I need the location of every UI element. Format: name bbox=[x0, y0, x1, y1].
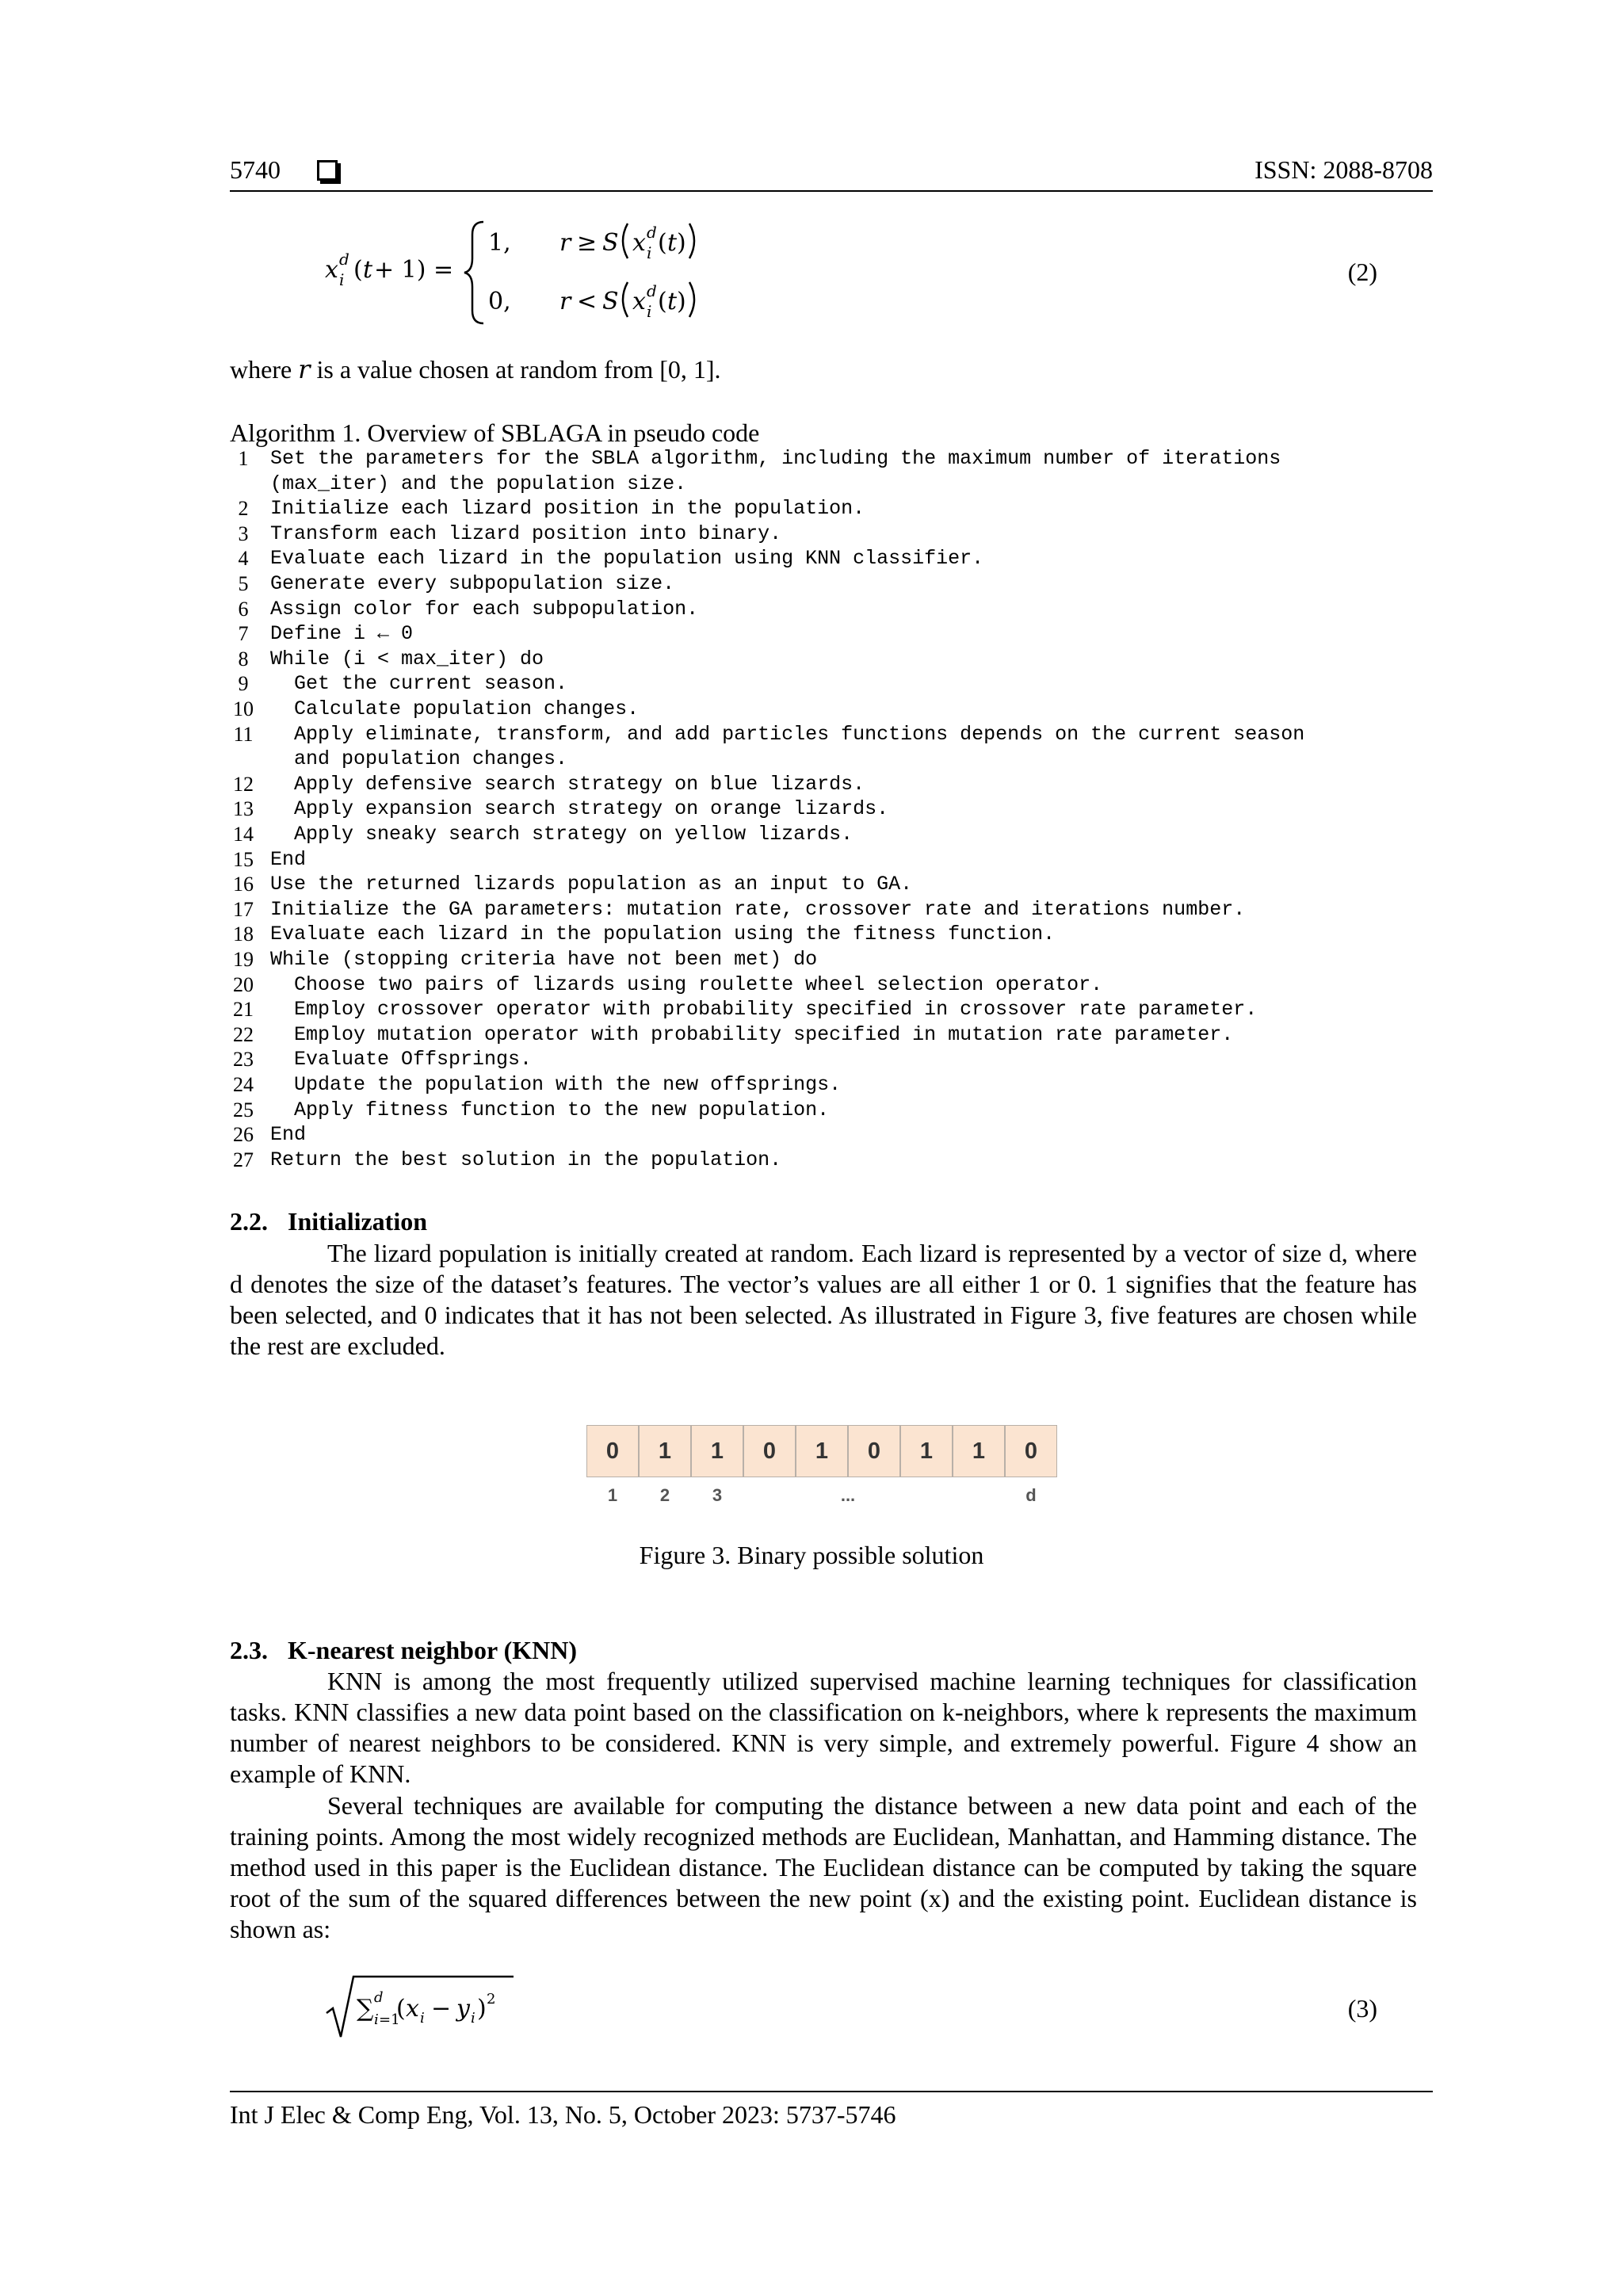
section-2-3-heading bbox=[230, 1636, 577, 1665]
algorithm-line-number: 9 bbox=[238, 672, 249, 696]
algorithm-line-text: Assign color for each subpopulation. bbox=[270, 597, 699, 621]
svg-text:(: ( bbox=[658, 229, 667, 257]
algorithm-line-text: Get the current season. bbox=[270, 672, 568, 696]
page-number: 5740 bbox=[230, 155, 281, 184]
section-2-3-title: K-nearest neighbor (KNN) bbox=[288, 1636, 578, 1664]
algorithm-line-number: 4 bbox=[238, 547, 249, 571]
algorithm-line-text: Define i ← 0 bbox=[270, 622, 414, 646]
where-suffix: is a value chosen at random from [0, 1]. bbox=[316, 355, 721, 384]
where-var: r bbox=[298, 354, 311, 384]
algorithm-line-text: Initialize the GA parameters: mutation rate, crossover rate and iterations number. bbox=[270, 897, 1246, 921]
where-prefix: where bbox=[230, 355, 292, 384]
algorithm-line-number: 6 bbox=[238, 597, 249, 621]
svg-text:i: i bbox=[339, 270, 345, 289]
algorithm-line-text: Use the returned lizards population as an input to GA. bbox=[270, 873, 913, 896]
algorithm-line-number: 23 bbox=[233, 1048, 254, 1072]
algorithm-line-number: 25 bbox=[233, 1098, 254, 1121]
algorithm-line-text: Return the best solution in the population. bbox=[270, 1148, 782, 1171]
box-bullet-icon bbox=[317, 160, 338, 181]
svg-text:−: − bbox=[431, 1995, 452, 2023]
algorithm-line-text: Apply expansion search strategy on orange lizards. bbox=[270, 797, 889, 821]
section-2-2-title: Initialization bbox=[288, 1207, 428, 1236]
svg-text:): ) bbox=[677, 229, 686, 257]
algorithm-line-number: 22 bbox=[233, 1022, 254, 1046]
algorithm-line-number: 20 bbox=[233, 972, 254, 996]
algorithm-line-number: 26 bbox=[233, 1123, 254, 1147]
algorithm-line-number: 24 bbox=[233, 1073, 254, 1096]
section-2-3-number: 2.3. bbox=[230, 1636, 268, 1664]
section-2-3-paragraph-1: KNN is among the most frequently utilized supervised machine learning techniques for classification tasks. KNN classifies a new data point based on the classification on k-neighbors, where k represents the maximum number of nearest neighbors to be considered. KNN is very simple, and extremely powerful. Figure 4 show an example of KNN. bbox=[230, 1667, 1417, 1788]
svg-text:i: i bbox=[647, 302, 652, 321]
algorithm-line-text: Calculate population changes. bbox=[270, 697, 640, 720]
bit-cell: 1 bbox=[691, 1425, 743, 1477]
algorithm-line-text: Evaluate each lizard in the population using KNN classifier. bbox=[270, 547, 984, 571]
algorithm-line-number: 15 bbox=[233, 847, 254, 871]
svg-text:i: i bbox=[647, 243, 652, 262]
algorithm-line-number: 13 bbox=[233, 797, 254, 821]
svg-text:i: i bbox=[420, 2010, 425, 2027]
svg-text:d: d bbox=[374, 1989, 384, 2006]
svg-text:): ) bbox=[677, 288, 686, 315]
algorithm-line-number: 2 bbox=[238, 497, 249, 521]
algorithm-line-text: Apply sneaky search strategy on yellow lizards. bbox=[270, 823, 854, 846]
section-2-2-paragraph: The lizard population is initially created at random. Each lizard is represented by a vector of size d, where d denotes the size of the dataset’s features. The vector’s values are all either 1 or 0. 1 signifies that the feature has been selected, and 0 indicates that it has not been selected. As illustrated in Figure 3, five features are chosen while the rest are excluded. bbox=[230, 1239, 1417, 1360]
algorithm-line-text: Choose two pairs of lizards using roulette wheel selection operator. bbox=[270, 972, 1103, 996]
algorithm-line-text: Set the parameters for the SBLA algorithm, including the maximum number of iterations bbox=[270, 447, 1281, 470]
equation-2 bbox=[325, 212, 737, 331]
case1-value: 1, bbox=[488, 229, 511, 257]
section-2-3-paragraph-2: Several techniques are available for computing the distance between a new data point and each of the training points. Among the most widely recognized methods are Euclidean, Manhattan, and Hamming distance. The method used in this paper is the Euclidean distance. The Euclidean distance can be computed by taking the square root of the sum of the squared differences between the new point (x) and the existing point. Euclidean distance is shown as: bbox=[230, 1791, 1417, 1943]
svg-text:+ 1) =: + 1) = bbox=[374, 256, 454, 284]
svg-text:t: t bbox=[667, 288, 678, 315]
svg-text:x: x bbox=[325, 256, 338, 284]
algorithm-line-text: While (stopping criteria have not been met) do bbox=[270, 948, 818, 971]
svg-text:(: ( bbox=[353, 256, 363, 284]
figure-3 bbox=[586, 1425, 1062, 1512]
algorithm-line-number: 17 bbox=[233, 897, 254, 921]
algorithm-line-number: 7 bbox=[238, 622, 249, 646]
svg-text:r: r bbox=[559, 288, 571, 315]
svg-text:x: x bbox=[632, 229, 646, 257]
algorithm-line-number: 12 bbox=[233, 772, 254, 796]
algorithm-line-text: (max_iter) and the population size. bbox=[270, 472, 687, 495]
algorithm-line-text: Initialize each lizard position in the population. bbox=[270, 497, 865, 521]
algorithm-line-text: Apply fitness function to the new population. bbox=[270, 1098, 830, 1121]
svg-text:d: d bbox=[339, 250, 349, 269]
algorithm-line-number: 21 bbox=[233, 998, 254, 1022]
algorithm-line-text: Apply defensive search strategy on blue lizards. bbox=[270, 772, 865, 796]
svg-text:=1: =1 bbox=[379, 2011, 400, 2028]
equation-3-label: (3) bbox=[1347, 1994, 1377, 2023]
bit-index-label: d bbox=[1025, 1485, 1037, 1505]
svg-text:d: d bbox=[647, 281, 657, 300]
svg-text:S: S bbox=[602, 229, 619, 257]
algorithm-line-number: 27 bbox=[233, 1148, 254, 1171]
svg-text:i: i bbox=[374, 2011, 379, 2028]
bit-cell: 0 bbox=[743, 1425, 796, 1477]
svg-text:i: i bbox=[471, 2010, 475, 2027]
algorithm-line-number: 11 bbox=[233, 722, 254, 746]
algorithm-line-text: While (i < max_iter) do bbox=[270, 647, 544, 670]
svg-text:d: d bbox=[647, 223, 657, 242]
algorithm-title: Algorithm 1. Overview of SBLAGA in pseudo code bbox=[230, 418, 760, 447]
bit-index-label: 1 bbox=[607, 1485, 618, 1505]
bit-index-label: ... bbox=[840, 1485, 856, 1505]
figure-3-caption: Figure 3. Binary possible solution bbox=[639, 1541, 984, 1569]
footer-rule bbox=[230, 2091, 1433, 2092]
svg-text:t: t bbox=[363, 256, 373, 284]
svg-text:): ) bbox=[477, 1995, 487, 2023]
svg-text:(: ( bbox=[658, 288, 667, 315]
algorithm-line-number: 19 bbox=[233, 948, 254, 971]
algorithm-line-text: Update the population with the new offsprings. bbox=[270, 1073, 842, 1096]
algorithm-line-text: End bbox=[270, 1123, 307, 1147]
algorithm-line-number: 18 bbox=[233, 923, 254, 946]
algorithm-line-number: 1 bbox=[238, 447, 249, 470]
algorithm-line-text: Evaluate Offsprings. bbox=[270, 1048, 533, 1072]
svg-text:≥: ≥ bbox=[577, 229, 598, 257]
bit-cell: 0 bbox=[848, 1425, 900, 1477]
algorithm-line-number: 3 bbox=[238, 521, 249, 545]
svg-text:t: t bbox=[667, 229, 678, 257]
svg-text:y: y bbox=[456, 1995, 470, 2023]
algorithm-line-number: 14 bbox=[233, 823, 254, 846]
equation-3-graphic bbox=[323, 1972, 529, 2043]
algorithm-line-number: 16 bbox=[233, 873, 254, 896]
svg-text:∑: ∑ bbox=[357, 1995, 374, 2023]
footer-citation: Int J Elec & Comp Eng, Vol. 13, No. 5, October 2023: 5737-5746 bbox=[230, 2100, 896, 2129]
where-sentence bbox=[230, 354, 721, 384]
algorithm-line-text: Evaluate each lizard in the population using the fitness function. bbox=[270, 923, 1056, 946]
bit-index-label: 3 bbox=[712, 1485, 723, 1505]
bit-cell: 0 bbox=[1005, 1425, 1057, 1477]
header-rule bbox=[230, 190, 1433, 192]
equation-2-label: (2) bbox=[1347, 258, 1377, 286]
case0-value: 0, bbox=[488, 288, 511, 315]
bit-cell: 1 bbox=[796, 1425, 848, 1477]
svg-text:2: 2 bbox=[487, 1991, 496, 2008]
bit-cell: 1 bbox=[900, 1425, 953, 1477]
section-2-2-heading bbox=[230, 1207, 427, 1236]
algorithm-line-text: and population changes. bbox=[270, 747, 568, 771]
algorithm-line-text: Employ mutation operator with probability specified in mutation rate parameter. bbox=[270, 1022, 1234, 1046]
algorithm-line-text: Employ crossover operator with probability specified in crossover rate parameter. bbox=[270, 998, 1258, 1022]
section-2-2-number: 2.2. bbox=[230, 1207, 268, 1236]
page-header-left bbox=[230, 155, 338, 185]
bit-cell: 1 bbox=[639, 1425, 691, 1477]
svg-text:x: x bbox=[406, 1995, 419, 2023]
issn: ISSN: 2088-8708 bbox=[1254, 155, 1433, 184]
algorithm-line-text: Transform each lizard position into binary. bbox=[270, 521, 782, 545]
svg-text:x: x bbox=[632, 288, 646, 315]
bit-cell: 0 bbox=[586, 1425, 639, 1477]
equation-3 bbox=[323, 1972, 529, 2043]
algorithm-line-text: Generate every subpopulation size. bbox=[270, 572, 675, 595]
svg-text:<: < bbox=[577, 288, 598, 315]
svg-text:r: r bbox=[559, 229, 571, 257]
algorithm-line-number: 10 bbox=[233, 697, 254, 720]
algorithm-line-text: End bbox=[270, 847, 307, 871]
algorithm-line-number: 5 bbox=[238, 572, 249, 595]
svg-text:S: S bbox=[602, 288, 619, 315]
algorithm-line-text: Apply eliminate, transform, and add particles functions depends on the current season bbox=[270, 722, 1305, 746]
algorithm-line-number: 8 bbox=[238, 647, 249, 670]
svg-text:(: ( bbox=[396, 1995, 406, 2023]
equation-2-graphic bbox=[325, 212, 737, 331]
bit-index-label: 2 bbox=[659, 1485, 670, 1505]
bit-cell: 1 bbox=[953, 1425, 1005, 1477]
